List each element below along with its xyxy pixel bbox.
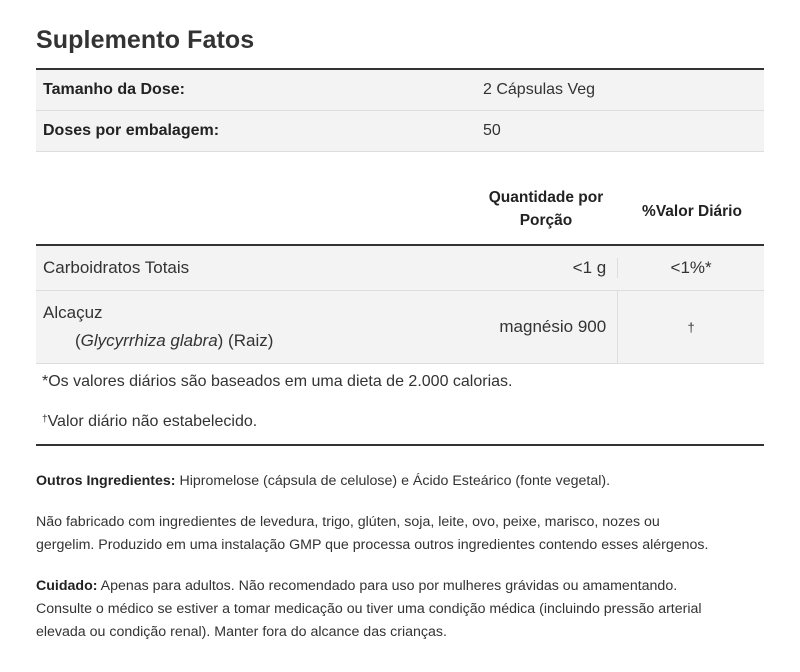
quantity-column-header [476,186,616,232]
nutrient-table-header [36,180,764,246]
daily-value-text: <1%* [670,258,712,277]
nutrient-name: Carboidratos Totais [43,258,190,277]
table-footnotes [36,364,764,446]
allergen-statement [36,511,766,557]
table-row [36,246,764,291]
latin-name: Glycyrrhiza glabra [80,331,218,350]
serving-info-table [36,68,764,152]
nutrient-name: Alcaçuz [43,303,103,322]
other-ingredients [36,470,766,493]
servings-per-container-row [36,111,764,152]
caution-line: Consulte o médico se estiver a tomar medicação ou tiver uma condição médica (incluindo pressão arterial [36,601,702,617]
nutrient-table [36,246,764,364]
allergen-line: gergelim. Produzido em uma instalação GMP que processa outros ingredientes contendo esses alérgenos. [36,537,709,553]
caution-line: elevada ou condição renal). Manter fora do alcance das crianças. [36,624,447,640]
servings-per-container-value: 50 [483,122,501,139]
servings-per-container-label: Doses por embalagem: [43,122,220,139]
plant-part: ) (Raiz) [217,331,274,350]
table-row [36,291,764,364]
nutrient-latin-name [43,327,472,355]
nutrient-daily-value [617,258,764,278]
nutrient-quantity: <1 g [572,258,607,277]
quantity-header-line2: Porção [519,212,573,229]
not-established-text: Valor diário não estabelecido. [47,413,258,430]
caution-statement [36,575,766,644]
not-established-note [42,413,257,431]
nutrient-daily-value: † [617,291,764,363]
allergen-line: Não fabricado com ingredientes de levedura, trigo, glúten, soja, leite, ovo, peixe, marisco, nozes ou [36,514,660,530]
other-ingredients-text: Hipromelose (cápsula de celulose) e Ácido Esteárico (fonte vegetal). [175,473,611,489]
daily-value-column-header: %Valor Diário [642,203,742,220]
nutrient-quantity: magnésio 900 [499,317,607,336]
quantity-header-line1: Quantidade por [488,189,604,206]
serving-size-row [36,70,764,111]
caution-line [36,575,766,598]
serving-size-label: Tamanho da Dose: [43,81,185,98]
serving-size-value: 2 Cápsulas Veg [483,81,596,98]
daily-value-basis-note: *Os valores diários são baseados em uma dieta de 2.000 calorias. [42,373,513,390]
caution-text: Apenas para adultos. Não recomendado para uso por mulheres grávidas ou amamentando. [97,578,678,594]
nutrient-name-cell [36,291,472,363]
caution-label: Cuidado: [36,578,98,594]
other-ingredients-label: Outros Ingredientes: [36,473,176,489]
page-title: Suplemento Fatos [36,26,255,54]
paren-open: ( [75,331,81,350]
dagger-icon: † [42,414,48,425]
